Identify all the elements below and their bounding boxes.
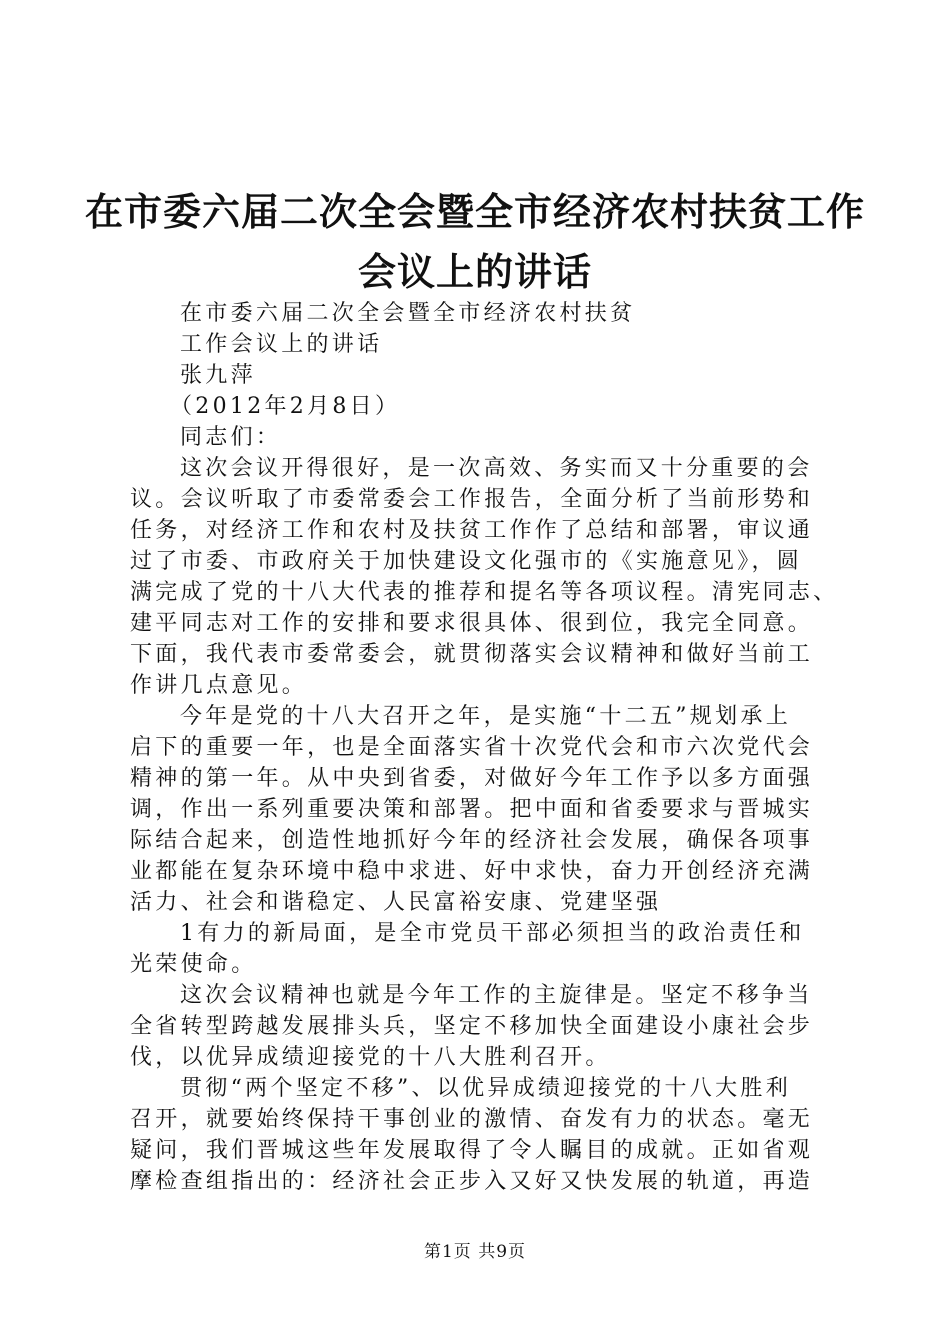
body-line: 下面，我代表市委常委会，就贯彻落实会议精神和做好当前工 [130,642,814,667]
body-line: 贯彻“两个坚定不移”、以优异成绩迎接党的十八大胜利 [180,1076,791,1101]
speech-date: （2012年2月8日） [170,394,401,419]
body-line: 活力、社会和谐稳定、人民富裕安康、党建坚强 [130,890,662,915]
body-line: 这次会议开得很好，是一次高效、务实而又十分重要的会 [180,456,813,481]
body-line: 召开，就要始终保持干事创业的激情、奋发有力的状态。毫无 [130,1107,814,1132]
body-line: 这次会议精神也就是今年工作的主旋律是。坚定不移争当 [180,983,813,1008]
body-line: 业都能在复杂环境中稳中求进、好中求快，奋力开创经济充满 [130,859,814,884]
body-line: 际结合起来，创造性地抓好今年的经济社会发展，确保各项事 [130,828,814,853]
body-line: 议。会议听取了市委常委会工作报告，全面分析了当前形势和 [130,487,814,512]
body-line: 满完成了党的十八大代表的推荐和提名等各项议程。清宪同志、 [130,580,839,605]
document-body [130,298,839,1197]
page-number-footer: 第1页 共9页 [423,1242,527,1262]
body-line: 1有力的新局面，是全市党员干部必须担当的政治责任和 [180,921,805,946]
body-line: 精神的第一年。从中央到省委，对做好今年工作予以多方面强 [130,766,814,791]
body-line: 摩检查组指出的：经济社会正步入又好又快发展的轨道，再造 [130,1169,814,1194]
body-line: 作讲几点意见。 [130,673,308,698]
body-line: 在市委六届二次全会暨全市经济农村扶贫 [180,301,636,326]
body-line: 过了市委、市政府关于加快建设文化强市的《实施意见》，圆 [130,549,803,574]
author-name: 张九萍 [180,363,256,388]
body-line: 光荣使命。 [130,952,257,977]
body-line: 工作会议上的讲话 [180,332,383,357]
body-line: 任务，对经济工作和农村及扶贫工作作了总结和部署，审议通 [130,518,814,543]
body-line: 启下的重要一年，也是全面落实省十次党代会和市六次党代会 [130,735,814,760]
document-title-line-1: 在市委六届二次全会暨全市经济农村扶贫工作 [84,190,865,234]
body-line: 全省转型跨越发展排头兵，坚定不移加快全面建设小康社会步 [130,1014,814,1039]
body-line: 调，作出一系列重要决策和部署。把中面和省委要求与晋城实 [130,797,814,822]
document-title-line-2: 会议上的讲话 [357,250,592,294]
salutation: 同志们： [180,425,282,450]
body-line: 今年是党的十八大召开之年，是实施“十二五”规划承上 [180,704,791,729]
body-line: 疑问，我们晋城这些年发展取得了令人瞩目的成就。正如省观 [130,1138,814,1163]
body-line: 伐，以优异成绩迎接党的十八大胜利召开。 [130,1045,611,1070]
body-line: 建平同志对工作的安排和要求很具体、很到位，我完全同意。 [130,611,814,636]
